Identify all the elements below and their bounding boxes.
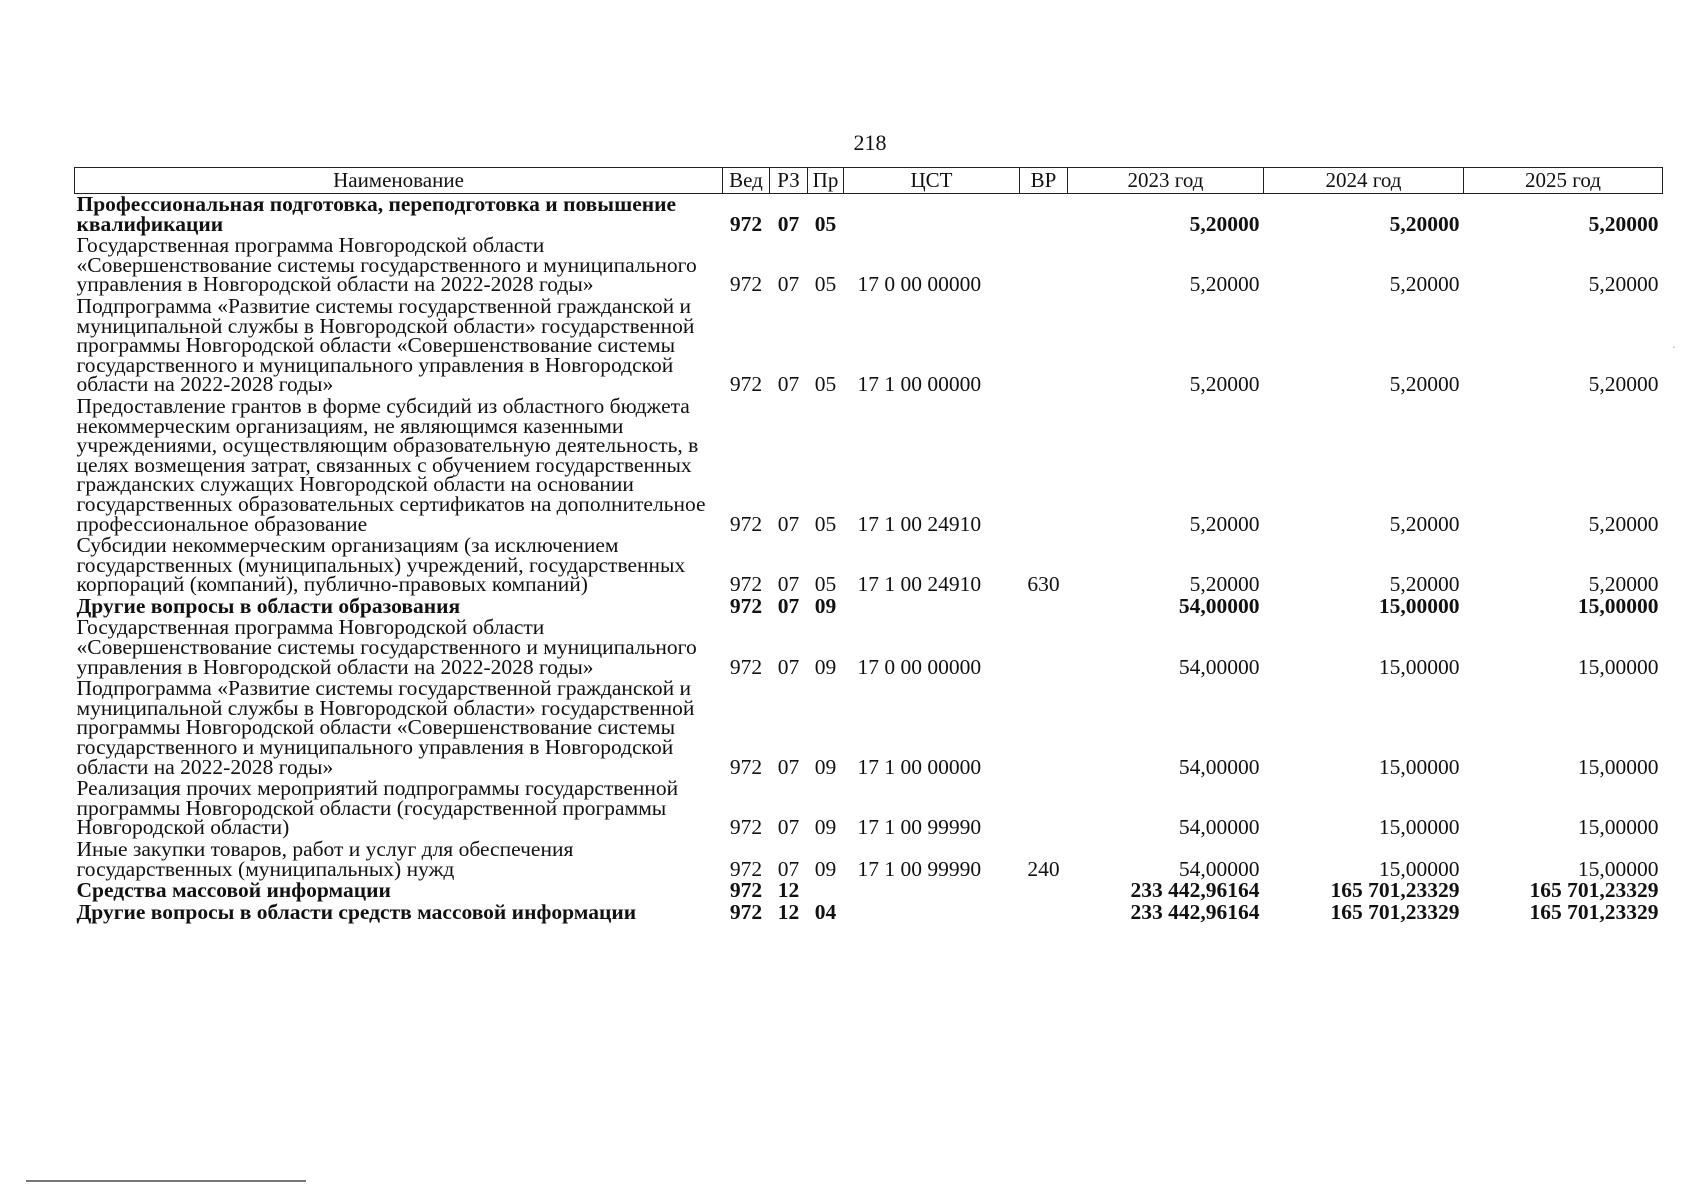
table-row bbox=[75, 880, 1663, 902]
row-cst bbox=[844, 194, 1020, 236]
row-rz: 12 bbox=[777, 878, 800, 903]
row-name: Подпрограмма «Развитие системы государственной гражданской и муниципальной службы в Новгородской области» государственной программы Новгородской области «Совершенствование системы государственного и муниципального управления в Новгородской области на 2022-2028 годы» bbox=[76, 676, 695, 779]
row-cst: 17 1 00 00000 bbox=[857, 754, 982, 779]
row-ved: 972 bbox=[729, 211, 763, 236]
table-row bbox=[75, 902, 1663, 924]
row-2023: 54,00000 bbox=[1178, 593, 1260, 618]
row-2024: 5,20000 bbox=[1389, 211, 1460, 236]
row-2025: 165 701,23329 bbox=[1529, 899, 1659, 924]
row-rz: 07 bbox=[777, 856, 800, 881]
header-2023: 2023 год bbox=[1068, 168, 1264, 194]
budget-table bbox=[74, 167, 1663, 923]
row-pr: 09 bbox=[814, 856, 837, 881]
row-ved: 972 bbox=[729, 754, 763, 779]
row-vr: 240 bbox=[1027, 856, 1060, 881]
row-ved: 972 bbox=[729, 654, 763, 679]
row-pr: 09 bbox=[814, 593, 837, 618]
row-2024: 5,20000 bbox=[1389, 511, 1460, 536]
row-rz: 07 bbox=[777, 654, 800, 679]
row-vr bbox=[1020, 902, 1068, 924]
row-2024: 15,00000 bbox=[1378, 593, 1460, 618]
row-2024: 15,00000 bbox=[1378, 856, 1460, 881]
row-2024: 165 701,23329 bbox=[1330, 878, 1460, 903]
row-ved: 972 bbox=[729, 272, 763, 297]
row-rz: 12 bbox=[777, 899, 800, 924]
header-name: Наименование bbox=[75, 168, 723, 194]
row-2023: 5,20000 bbox=[1189, 372, 1260, 397]
table-body bbox=[75, 194, 1663, 924]
row-name: Иные закупки товаров, работ и услуг для обеспечения государственных (муниципальных) нужд bbox=[76, 837, 574, 881]
row-vr bbox=[1020, 194, 1068, 236]
row-pr: 04 bbox=[814, 899, 837, 924]
row-name: Профессиональная подготовка, переподготовка и повышение квалификации bbox=[76, 192, 677, 236]
row-name: Другие вопросы в области образования bbox=[76, 593, 461, 618]
row-rz: 07 bbox=[777, 754, 800, 779]
row-2025: 15,00000 bbox=[1577, 754, 1659, 779]
row-pr: 05 bbox=[814, 572, 837, 597]
table-row bbox=[75, 617, 1663, 678]
row-2025: 165 701,23329 bbox=[1529, 878, 1659, 903]
row-2025: 15,00000 bbox=[1577, 815, 1659, 840]
row-cst: 17 1 00 99990 bbox=[857, 815, 982, 840]
row-cst: 17 1 00 99990 bbox=[857, 856, 982, 881]
table-row bbox=[75, 778, 1663, 839]
page-number: 218 bbox=[853, 130, 887, 155]
row-ved: 972 bbox=[729, 593, 763, 618]
row-2023: 233 442,96164 bbox=[1130, 899, 1260, 924]
row-2023: 5,20000 bbox=[1189, 272, 1260, 297]
row-pr: 09 bbox=[814, 754, 837, 779]
row-rz: 07 bbox=[777, 211, 800, 236]
row-vr bbox=[1020, 296, 1068, 396]
bottom-divider bbox=[26, 1180, 306, 1182]
row-ved: 972 bbox=[729, 878, 763, 903]
row-vr: 630 bbox=[1027, 572, 1060, 597]
table-row bbox=[75, 535, 1663, 596]
table-row bbox=[75, 235, 1663, 296]
row-ved: 972 bbox=[729, 572, 763, 597]
row-2024: 5,20000 bbox=[1389, 372, 1460, 397]
row-rz: 07 bbox=[777, 511, 800, 536]
row-ved: 972 bbox=[729, 372, 763, 397]
row-2024: 15,00000 bbox=[1378, 815, 1460, 840]
row-2023: 5,20000 bbox=[1189, 211, 1260, 236]
row-2024: 5,20000 bbox=[1389, 272, 1460, 297]
row-2023: 54,00000 bbox=[1178, 754, 1260, 779]
row-2023: 5,20000 bbox=[1189, 572, 1260, 597]
table-row bbox=[75, 396, 1663, 535]
header-ved: Вед bbox=[723, 168, 770, 194]
row-name: Субсидии некоммерческим организациям (за исключением государственных (муниципальных) учреждений, государственных корпораций (компаний), публично-правовых компаний) bbox=[76, 533, 686, 597]
row-2025: 15,00000 bbox=[1577, 856, 1659, 881]
row-vr bbox=[1020, 235, 1068, 296]
row-pr: 05 bbox=[814, 272, 837, 297]
row-2025: 5,20000 bbox=[1588, 372, 1659, 397]
row-2023: 54,00000 bbox=[1178, 856, 1260, 881]
row-2025: 5,20000 bbox=[1588, 272, 1659, 297]
row-rz: 07 bbox=[777, 572, 800, 597]
header-vr: ВР bbox=[1020, 168, 1068, 194]
row-vr bbox=[1020, 778, 1068, 839]
row-vr bbox=[1020, 678, 1068, 778]
row-vr bbox=[1020, 617, 1068, 678]
row-2023: 233 442,96164 bbox=[1130, 878, 1260, 903]
row-cst: 17 1 00 24910 bbox=[857, 572, 982, 597]
row-2023: 54,00000 bbox=[1178, 654, 1260, 679]
row-2024: 165 701,23329 bbox=[1330, 899, 1460, 924]
row-cst bbox=[844, 902, 1020, 924]
row-cst: 17 0 00 00000 bbox=[857, 272, 982, 297]
table-row bbox=[75, 596, 1663, 618]
row-rz: 07 bbox=[777, 815, 800, 840]
header-2024: 2024 год bbox=[1264, 168, 1464, 194]
table-row bbox=[75, 678, 1663, 778]
table-header bbox=[75, 168, 1663, 194]
row-2025: 5,20000 bbox=[1588, 572, 1659, 597]
row-name: Реализация прочих мероприятий подпрограммы государственной программы Новгородской области (государственной программы Новгородской области) bbox=[76, 776, 679, 840]
row-2025: 15,00000 bbox=[1577, 654, 1659, 679]
table-row bbox=[75, 194, 1663, 236]
row-rz: 07 bbox=[777, 593, 800, 618]
row-name: Подпрограмма «Развитие системы государственной гражданской и муниципальной службы в Новгородской области» государственной программы Новгородской области «Совершенствование системы государственного и муниципального управления в Новгородской области на 2022-2028 годы» bbox=[76, 293, 695, 397]
header-row bbox=[75, 168, 1663, 194]
row-2023: 5,20000 bbox=[1189, 511, 1260, 536]
row-name: Государственная программа Новгородской области «Совершенствование системы государственного и муниципального управления в Новгородской области на 2022-2028 годы» bbox=[76, 615, 697, 679]
table-row bbox=[75, 296, 1663, 396]
row-ved: 972 bbox=[729, 815, 763, 840]
row-pr: 05 bbox=[814, 372, 837, 397]
row-2025: 5,20000 bbox=[1588, 511, 1659, 536]
row-name: Предоставление грантов в форме субсидий из областного бюджета некоммерческим организациям, не являющимся казенными учреждениями, осуществляющим образовательную деятельность, в целях возмещения затрат, связанных с обучением государственных гражданских служащих Новгородской области на основании государственных образовательных сертификатов на дополнительное профессиональное образование bbox=[76, 393, 706, 536]
row-pr: 09 bbox=[814, 654, 837, 679]
row-2025: 15,00000 bbox=[1577, 593, 1659, 618]
row-name: Средства массовой информации bbox=[76, 878, 391, 903]
row-cst bbox=[844, 880, 1020, 902]
row-pr: 09 bbox=[814, 815, 837, 840]
row-pr bbox=[808, 880, 844, 902]
row-2024: 15,00000 bbox=[1378, 754, 1460, 779]
row-cst: 17 0 00 00000 bbox=[857, 654, 982, 679]
row-name: Другие вопросы в области средств массовой информации bbox=[76, 899, 637, 924]
row-vr bbox=[1020, 880, 1068, 902]
row-cst: 17 1 00 24910 bbox=[857, 511, 982, 536]
table-row bbox=[75, 839, 1663, 880]
row-vr bbox=[1020, 596, 1068, 618]
row-rz: 07 bbox=[777, 372, 800, 397]
row-2025: 5,20000 bbox=[1588, 211, 1659, 236]
row-name: Государственная программа Новгородской области «Совершенствование системы государственного и муниципального управления в Новгородской области на 2022-2028 годы» bbox=[76, 233, 697, 297]
row-pr: 05 bbox=[814, 511, 837, 536]
header-2025: 2025 год bbox=[1464, 168, 1663, 194]
row-2023: 54,00000 bbox=[1178, 815, 1260, 840]
row-vr bbox=[1020, 396, 1068, 535]
row-2024: 15,00000 bbox=[1378, 654, 1460, 679]
margin-mark: · bbox=[1672, 340, 1676, 354]
header-pr: Пр bbox=[808, 168, 844, 194]
row-pr: 05 bbox=[814, 211, 837, 236]
row-cst bbox=[844, 596, 1020, 618]
row-ved: 972 bbox=[729, 899, 763, 924]
header-rz: РЗ bbox=[770, 168, 808, 194]
header-cst: ЦСТ bbox=[844, 168, 1020, 194]
row-ved: 972 bbox=[729, 511, 763, 536]
row-rz: 07 bbox=[777, 272, 800, 297]
row-cst: 17 1 00 00000 bbox=[857, 372, 982, 397]
row-2024: 5,20000 bbox=[1389, 572, 1460, 597]
row-ved: 972 bbox=[729, 856, 763, 881]
